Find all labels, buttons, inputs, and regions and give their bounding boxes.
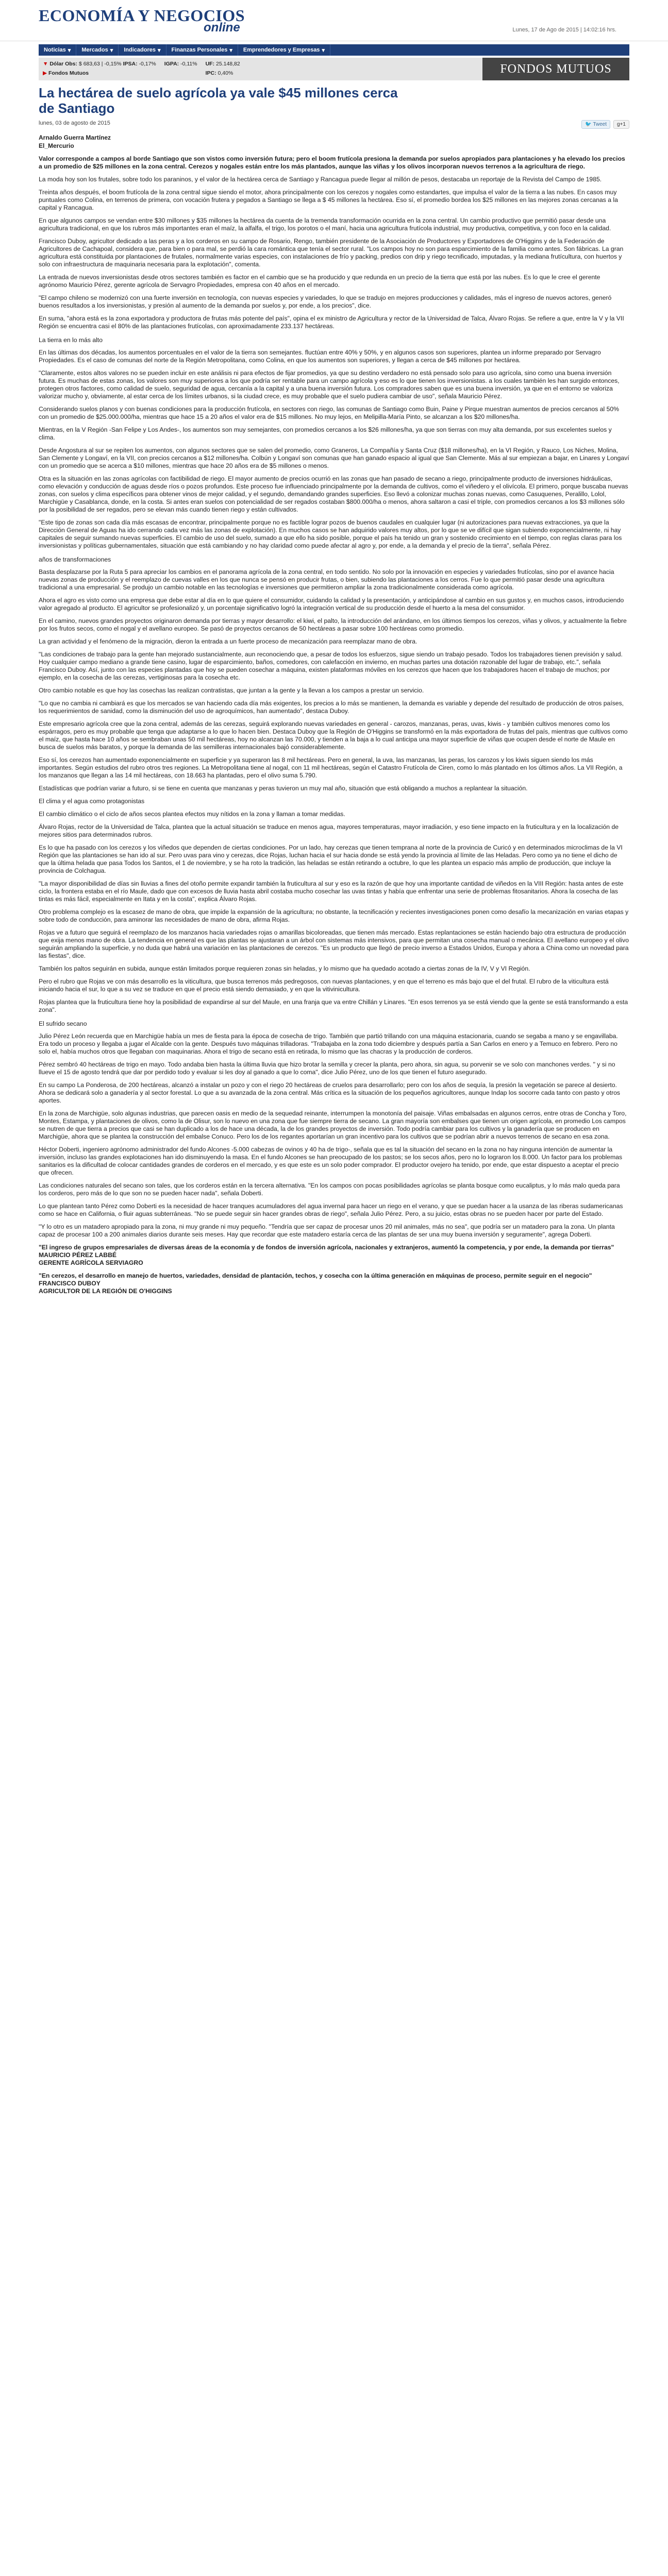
quote-author: MAURICIO PÉREZ LABBÉ [39, 1251, 116, 1259]
author-name: Arnaldo Guerra Martínez [39, 134, 111, 141]
quote-author: FRANCISCO DUBOY [39, 1280, 101, 1287]
twitter-icon: 🐦 [585, 122, 592, 127]
article-date: lunes, 03 de agosto de 2015 [39, 120, 110, 126]
paragraph: La gran actividad y el fenómeno de la migración, dieron la entrada a un fuerte proceso de mecanización para reemplazar mano de obra. [39, 638, 417, 645]
section-subtitle: La tierra en lo más alto [39, 336, 103, 344]
paragraph: Rojas plantea que la fruticultura tiene hoy la posibilidad de expandirse al sur del Maule, en una franja que va entre Chillán y Linares. "En esos terrenos ya se está viendo que la gente se está transformando a esta zona". [39, 998, 628, 1013]
chevron-down-icon: ▾ [157, 47, 161, 54]
site-header [0, 0, 668, 41]
paragraph: "El campo chileno se modernizó con una fuerte inversión en tecnología, con nuevas especies y variedades, lo que se tradujo en mejores producciones y calidades, más el ingreso de nuevos actores, generó buenos resultados a los inversionistas, y presión al aumento de la demanda por suelos y, por ende, a los precios", dice. [39, 294, 612, 309]
paragraph: "Y lo otro es un matadero apropiado para la zona, ni muy grande ni muy pequeño. "Tendría que ser capaz de procesar unos 20 mil animales, más no sea", que podría ser un matadero para la zona. Un planta capaz de procesar 100 a 200 animales diarios durante seis meses. Hay que recordar que este matadero estaría cerca de las plantas de ser una muy buena inversión y seguramente", agrega Doberti. [39, 1223, 615, 1238]
article-title: La hectárea de suelo agrícola ya vale $45 millones cerca de Santiago [39, 85, 398, 116]
paragraph: Este empresario agrícola cree que la zona central, además de las cerezas, seguirá explorando nuevas variedades en general - carozos, manzanas, peras, uvas, kiwis - y también cultivos menores como los espárragos, pero es muy probable que tenga que adaptarse a lo que lo hacen bien. Destaca Duboy que la Región de O'Higgins se transformó en la más exportadora de frutas del país, mientras que cultivos como el maíz, que hasta hace 10 años se sembraban unas 50 mil hectáreas, hoy no alcanzan las 70.000, y tienden a la baja a lo cual anticipa una mayor superficie de viñas que ocupen desde el norte de Maule en busca de suelos más baratos, y porque la demanda de las semilleras internacionales bajó considerablemente. [39, 720, 628, 751]
paragraph: "Este tipo de zonas son cada día más escasas de encontrar, principalmente porque no es factible lograr pozos de buenos caudales en cualquier lugar (ni autorizaciones para nuevas extracciones, ya que la Dirección General de Aguas ha ido cerrando cada vez más las zonas de explotación). En muchos casos se han adquirido valores muy altos, por lo que se ve difícil que sigan subiendo exponencialmente, ni hay capitales de seguir sumando nuevas superficies. El cambio de uso del suelo, sumado a que ello ha sido posible, porque el país ha tenido un gran y sostenido crecimiento en el tiempo, con reglas claras para los inversionistas y políticas gubernamentales, situación que está cambiando y no hay claridad como puede afectar al agro y, por ende, a la demanda y el precio de la tierra", señala Pérez. [39, 519, 622, 549]
paragraph: En las últimas dos décadas, los aumentos porcentuales en el valor de la tierra son semejantes. fluctúan entre 40% y 50%, y en algunos casos son superiores, plantea un informe preparado por Servagro Propiedades. Es el caso de comunas del norte de la Región Metropolitana, como Colina, en que los aumentos son superiores, y llegan a cerca de $45 millones por hectárea. [39, 349, 601, 364]
fondos-mutuos-banner[interactable]: FONDOS MUTUOS [482, 58, 629, 80]
chevron-down-icon: ▾ [322, 47, 325, 54]
paragraph: Estadísticas que podrían variar a futuro, si se tiene en cuenta que manzanas y peras tuvieron un muy mal año, situación que está obligando a muchos a replantear la situación. [39, 785, 528, 792]
quote-role: AGRICULTOR DE LA REGIÓN DE O'HIGGINS [39, 1287, 172, 1295]
paragraph: En el camino, nuevos grandes proyectos originaron demanda por tierras y mayor desarrollo: el kiwi, el palto, la introducción del arándano, en los últimos tiempos los cerezos, viñas y olivos, y actualmente la fiebre por los frutos secos, como el nogal y el avellano europeo. Se pasó de proyectos cercanos de 50 hectáreas a pasar sobre 100 hectáreas como promedio. [39, 617, 627, 632]
paragraph: La entrada de nuevos inversionistas desde otros sectores también es factor en el cambio que se ha producido y que redunda en un precio de la tierra que está por las nubes. Es lo que le cree el gerente agrónomo Mauricio Pérez, gerente agrícola de Servagro Propiedades, empresa con 40 años en el mercado. [39, 274, 600, 289]
paragraph: Lo que plantean tanto Pérez como Doberti es la necesidad de hacer tranques acumuladores del agua invernal para hacer un riego en el verano, y que se puedan hacer a la usanza de las riberas sudamericanas como se hace en California, o fluir aguas subterráneas. "No se puede seguir sin hacer grandes obras de riego", señala Julio Pérez. Pero, a su juicio, estas obras no se pueden hacer por parte del Estado. [39, 1202, 623, 1217]
paragraph: Julio Pérez León recuerda que en Marchigüe había un mes de fiesta para la época de cosecha de trigo. También que partió trillando con una máquina estacionaria, cuando se segaba a mano y se engavillaba. Era todo un proceso y llegaba a jugar el Alcalde con la gente. Después tuvo máquinas trilladoras. "Trabajaba en la zona todo diciembre y después partía a San Carlos en enero y a Temuco en febrero. Pero no solo el, había muchos otros que llegaban con maquinarias. Ahora el trigo de secano está en retirada, lo mismo que las chacras y la producción de corderos. [39, 1032, 618, 1055]
nav-item-mercados[interactable]: Mercados ▾ [76, 44, 119, 56]
chevron-down-icon: ▾ [68, 47, 71, 54]
site-logo[interactable]: ECONOMÍA Y NEGOCIOS [39, 6, 245, 25]
gplus-button[interactable]: g+1 [613, 120, 629, 129]
paragraph: En su campo La Ponderosa, de 200 hectáreas, alcanzó a instalar un pozo y con el riego 20 hectáreas de cruelos para desarrollarlo; pero con los años de sequía, la presión la vegetación se parece al desierto. Ahora se dedicará solo a ganadería y al sector forestal. Lo que a su avanzada de la zona central. Más crítica es la situación de los pequeños agricultores, aunque Indap los socorre cada tanto con pasto y otros aportes. [39, 1081, 621, 1104]
author-source: El_Mercurio [39, 142, 74, 149]
paragraph: Mientras, en la V Región -San Felipe y Los Andes-, los aumentos son muy semejantes, con promedios cercanos a los $26 millones/ha, ya que son tierras con muy alta demanda, por sus excelentes suelos y clima. [39, 426, 612, 441]
quote-role: GERENTE AGRÍCOLA SERVIAGRO [39, 1259, 143, 1266]
main-nav [39, 44, 629, 56]
paragraph: "Las condiciones de trabajo para la gente han mejorado sustancialmente, aun reconociendo que, a pesar de todos los esfuerzos, sigue siendo un trabajo pesado. Todos los trabajadores tienen previsión y salud. Hoy cualquier campo mediano a grande tiene casino, lugar de esparcimiento, baños, comedores, con calefacción en invierno, en muchas partes una dotación razonable del lugar de trabajo, etc.", señala Francisco Duboy. Así, junto con las especies plantadas que hoy se pueden cosechar a máquina, existen plataformas móviles en los cerezos que hacen que los trabajadores hacen el trabajo de muchos; por ejemplo, en la cosecha de las cerezas, vertiginosas para la cosecha etc. [39, 651, 623, 681]
chevron-down-icon: ▾ [229, 47, 232, 54]
paragraph: Eso sí, los cerezos han aumentado exponencialmente en superficie y ya superaron las 8 mil hectáreas. Pero en general, la uva, las manzanas, las peras, los carozos y los kiwis siguen siendo los más importantes. Según estudios del rubro otros tres regiones. La Metropolitana tiene al nogal, con 11 mil hectáreas, según el Catastro Frutícola de Ciren, como lo más plantado en los últimos años. La VII Región, a los manzanos que llegan a las 14 mil hectáreas, con 18.663 ha plantadas, pero el olivo suma 5.790. [39, 756, 623, 779]
paragraph: Rojas ve a futuro que seguirá el reemplazo de los manzanos hacia variedades rojas o amarillas bicoloreadas, que tienen más mercado. Estas replantaciones se están haciendo bajo otra estructura de producción que exija menos mano de obra. La tendencia en general es que las plantas se ajustaran a un árbol con sistemas más intensivos, para que permitan una cosecha manual o mecánica. El avellano europeo y el olivo seguirán ampliando la superficie, y no duda que habrá una variación en las plantaciones de cerezos. "Es un producto que llegó de precio inverso a Estados Unidos, Europa y ahora a China como un novedad para las fiestas", dice. [39, 929, 629, 959]
site-logo-suffix: online [204, 21, 240, 35]
paragraph: Las condiciones naturales del secano son tales, que los corderos están en la tercera alternativa. "En los campos con pocas posibilidades agrícolas se planta bosque como eucaliptus, y lo más malo queda para los corderos, pero más de lo que son no se pueden hacer nada", señala Doberti. [39, 1182, 620, 1197]
paragraph: "La mayor disponibilidad de días sin lluvias a fines del otoño permite expandir también la fruticultura al sur y eso es la razón de que hoy una importante cantidad de viñedos en la VIII Región: hasta antes de este ciclo, la frontera estaba en el río Maule, dado que con excesos de lluvia hasta abril costaba mucho cosechar las uvas tintas y había que enfrentar una serie de problemas fitosanitarios. Ahora la cosecha de las tintas es más fácil, especialmente en Itata y en la costa", explica Álvaro Rojas. [39, 880, 624, 903]
paragraph: Considerando suelos planos y con buenas condiciones para la producción frutícola, en sectores con riego, las comunas de Santiago como Buin, Paine y Pirque muestran aumentos de precios cercanos al 50% con un promedio de $25.000.000/ha, mientras que hace 15 a 20 años el valor era de $15 millones. No muy lejos, en Melipilla-María Pinto, se alcanzan a los $20 millones/ha. [39, 405, 619, 420]
current-date: Lunes, 17 de Ago de 2015 | 14:02:16 hrs. [512, 27, 616, 33]
section-subtitle: El sufrido secano [39, 1020, 87, 1027]
nav-item-emprendedores[interactable]: Emprendedores y Empresas ▾ [238, 44, 330, 56]
paragraph: Francisco Duboy, agricultor dedicado a las peras y a los corderos en su campo de Rosario, Rengo, también presidente de la Asociación de Productores y Exportadores de O'Higgins y de la Federación de Agricultores de Cachapoal, considera que, para bien o para mal, se perdió la cara romántica que tenía el sector rural. "Los campos hoy no son para esparcimiento de la familia como antes. Son fábricas. La gran agricultura está constituida por plantaciones de frutales, normalmente varias especies, con instalaciones de frío y packing, predios con drip y riego tecnificado, imputadas, y la mediana frutícultura, con huertos y solo con infraestructura de maquinaria necesaria para la explotación", comenta. [39, 238, 624, 268]
author-block [39, 133, 629, 150]
paragraph: La moda hoy son los frutales, sobre todo los paraninos, y el valor de la hectárea cerca de Santiago y Rancagua puede llegar al millón de pesos, destacaba un reportaje de la Revista del Campo de 1985. [39, 176, 602, 183]
article-lead: Valor corresponde a campos al borde Santiago que son vistos como inversión futura; pero el boom frutícola presiona la demanda por suelos apropiados para plantaciones y ha elevado los precios a un promedio de $25 millones en la zona central. Cerezos y nogales están entre los más plantados, aunque las viñas y los olivos incorporan nuevos terrenos a la agricultura de riego. [39, 155, 625, 170]
paragraph: Otra es la situación en las zonas agrícolas con factibilidad de riego. El mayor aumento de precios ocurrió en las zonas que han pasado de secano a riego, principalmente producto de inversiones hidráulicas, como elevación y conducción de aguas desde ríos o pozos profundos. Este proceso fue influenciado principalmente por la demanda de cultivos, como el viñedero y el olivícola. El primero, porque buscaba nuevas zonas, con suelos y clima específicos para obtener vinos de mejor calidad, y el segundo, demandando grandes superficies. Eso llevó a colonizar muchas zonas nuevas, como Casuquenes, Peralillo, Lolol, Marchigüe y Casablanca, donde, en la costa. Si antes eran suelos con potencialidad de ser regados costaban $800.000/ha o menos, ahora saltaron a casi el triple, con promedios cercanos a los $3 millones sólo por la posibilidad de ser regados, pero se elevan más cuando tienen riego y están cultivados. [39, 475, 628, 513]
nav-item-noticias[interactable]: Noticias ▾ [39, 44, 76, 56]
paragraph: El cambio climático o el ciclo de años secos planteа efectos muy nítidos en la zona y llaman a tomar medidas. [39, 810, 345, 818]
pull-quote: "En cerezos, el desarrollo en manejo de huertos, variedades, densidad de plantación, techos, y cosecha con la última generación en máquinas de proceso, permite seguir en el negocio" [39, 1272, 592, 1279]
paragraph: En la zona de Marchigüe, solo algunas industrias, que parecen oasis en medio de la sequedad reinante, interrumpen la monotonía del paisaje. Viñas embalsadas en algunos cerros, entre otras de Concha y Toro, Montes, Estampa, y plantaciones de olivos, como la de Olisur, son lo nuevo en una zona que fue siempre tierra de secano. La gran mayoría son embalses que tienen un origen agrícola, en promedio Los campos se nutren de que tierra a precios que casi se han duplicado a los de hace una década, la de los grandes proyectos de inversión. Todo podría cambiar para los cultivos y la ganadería que se producen en Marchigüe, ahora que se plantea la construcción del embalse Conuco. Pero los de los regantes aportarían un gran incentivo para los cultivos que se podrían abrir a nuevos terrenos de secano en esa zona. [39, 1110, 627, 1140]
paragraph: Otro problema complejo es la escasez de mano de obra, que impide la expansión de la agricultura; no obstante, la tecnificación y recientes investigaciones ponen como desafío la mecanización en varias etapas y sobre todo de conducción, para aminorar las necesidades de mano de obra, afirma Rojas. [39, 908, 629, 923]
nav-item-indicadores[interactable]: Indicadores ▾ [119, 44, 166, 56]
paragraph: Otro cambio notable es que hoy las cosechas las realizan contratistas, que juntan a la gente y la llevan a los campos a prestar un servicio. [39, 687, 424, 694]
chevron-down-icon: ▾ [110, 47, 113, 54]
paragraph: Desde Angostura al sur se repiten los aumentos, con algunos sectores que se salen del promedio, como Graneros, La Compañía y Santa Cruz ($18 millones/ha), en la VI Región, y Rauco, Los Niches, Molina, San Clemente y Longaví, en la VII, con precios cercanos a $12 millones/ha. Colbún y Longaví son comunas que han ganado espacio al igual que San Clemente. Más al sur empiezan a bajar, en Linares y Longaví con un promedio que se acerca a $10 millones, mientras que hace 20 años era de $5 millones o menos. [39, 447, 629, 469]
tweet-button[interactable]: 🐦 Tweet [581, 120, 610, 129]
paragraph: En que algunos campos se vendan entre $30 millones y $35 millones la hectárea da cuenta de la tremenda transformación ocurrida en la zona central. Un cambio productivo que permitió pasar desde una agricultura tradicional, en que los rubros más importantes eran el maíz, la alfalfa, el trigo, los porotos o el maní, hacia una agricultura frutícola industrial, muy productiva, competitiva, y con foco en la calidad. [39, 217, 611, 232]
paragraph: En suma, "ahora está es la zona exportadora y productora de frutas más potente del país", opina el ex ministro de Agricultura y rector de la Universidad de Talca, Álvaro Rojas. Se refiere a que, entre la V y la VII Región se encuentra casi el 80% de las plantaciones frutícolas, con aproximadamente 233.137 hectáreas. [39, 315, 624, 330]
pull-quote: "El ingreso de grupos empresariales de diversas áreas de la economía y de fondos de inversión agrícola, nacionales y extranjeros, aumentó la competencia, y por ende, la demanda por tierras" [39, 1244, 614, 1251]
paragraph: Héctor Doberti, ingeniero agrónomo administrador del fundo Alcones -5.000 cabezas de ovinos y 40 ha de trigo-, señala que es tal la situación del secano en la zona no hay ninguna intención de aumentar la inversión, incluso las grandes explotaciones han ido disminuyendo la masa. En el fundo Alcones se han preocupado de los pastos; se los secos años, pero no lo lograron los 8.000. Un factor para los problemas sanitarios es la dificultad de colocar cantidades grandes de corderos en el mercado, y es que este es un solo poder comprador. El productor ovejero ha tenido, por ende, que estar dispuesto a aceptar el precio que ofrecen. [39, 1146, 623, 1176]
paragraph: Ahora el agro es visto como una empresa que debe estar al día en lo que quiere el consumidor, cuidando la calidad y la presentación, y anticipándose al cambio en sus gustos y, en muchos casos, introduciendo valor agregado al producto. El agricultor se profesionalizó y, un porcentaje significativo logró la integración vertical de su producción desde el huerto a la mesa del consumidor. [39, 597, 624, 612]
paragraph: "Claramente, estos altos valores no se pueden incluir en este análisis ni para efectos de fijar promedios, ya que su destino verdadero no está pensado solo para uso agrícola, sino como una buena inversión futura. Es muchas de estas zonas, los valores son muy superiores a los que podría ser rentable para un campo agrícola y eso es lo que tienen los inversionistas. a los cuales también les han surgido entonces, protegen otros factores, como calidad de suelo, seguridad de agua, cercanía a la capital y a una buena inversión futura. Los compradores saben que es una buena inversión, ya que en el entorno se valoriza valorizar mucho y, obviamente, al estar cerca de los límites urbanos, si la ciudad crece, es muy probable que el suelo pudiera cambiar de uso", señala Mauricio Pérez. [39, 369, 620, 400]
section-subtitle: años de transformaciones [39, 556, 111, 563]
paragraph: Álvaro Rojas, rector de la Universidad de Talca, plantea que la actual situación se traduce en menos agua, mayores temperaturas, mayor irradiación, y eso tiene impacto en la fruticultura y en la localización de mejores sitios para determinados rubros. [39, 823, 619, 838]
paragraph: "Lo que no cambia ni cambiará es que los mercados se van haciendo cada día más exigentes, los precios a lo más se mantienen, la demanda es variable y depende del resultado de producción de otros países, los requerimientos de sanidad, como la disminución del uso de agroquímicos, han aumentado", destaca Duboy. [39, 700, 624, 715]
up-arrow-icon: ▼ [43, 61, 48, 67]
info-icon: ▶ [43, 70, 47, 76]
paragraph: Treinta años después, el boom frutícola de la zona central sigue siendo el motor, ahora principalmente con los cerezos y nogales como estandartes, que impulsa el valor de la tierra a las nubes. En casos muy puntuales como Colina, en terrenos de primera, con vocación frutera y pegados a Santiago se llega a $ 45 millones la hectárea. Eso sí, el promedio bordea los $25 millones en las mejores zonas cercanas a la capital y Rancagua. [39, 189, 618, 211]
paragraph: Pero el rubro que Rojas ve con más desarrollo es la viticultura, que busca terrenos más pedregosos, con nuevas plantaciones, y en que el terreno es más bajo que el del frutal. El rubro de la viticultura está iniciando hacia el sur, lo que a su vez se traduce en que el precio está siendo demasiado, y en que la vitivinicultura. [39, 978, 609, 993]
paragraph: Pérez sembró 40 hectáreas de trigo en mayo. Todo andaba bien hasta la última lluvia que hizo brotar la semilla y crecer la planta, pero ahora, sin agua, su porvenir se ve solo con manchones verdes. " y si no llueve el 15 de agosto tendrá que dar por perdido todo y evaluar si les doy al ganado a que lo coma", dice Julio Pérez, uno de los que tienen el futuro asegurado. [39, 1061, 615, 1076]
paragraph: También los paltos seguirán en subida, aunque están limitados porque requieren zonas sin heladas, y lo mismo que ha quedado acotado a ciertas zonas de la IV, V y VI Región. [39, 965, 530, 972]
nav-item-finanzas[interactable]: Finanzas Personales ▾ [166, 44, 238, 56]
market-ticker: ▼ Dólar Obs: $ 683,63 | -0,15% IPSA: -0,17% ▶ Fondos Mutuos IGPA: -0,11% UF: 25.148,82 IPC: 0,40% FONDOS MUTUOS [39, 58, 629, 80]
paragraph: Es lo que ha pasado con los cerezos y los viñedos que dependen de ciertas condiciones. Por un lado, hay cerezas que tienen temprana al norte de la provincia de Curicó y en determinados microclimas de la VI Región que las plantaciones se han ido al sur. Pero uvas para vino y cerezas, dice Rojas, luchan hacia el sur hacia donde se está yendo la provincia al límite de las Heladas. Pero como ya no tiene el dicho de que la última helada que pasa Todos los Santos, el 1 de noviembre, y se ha roto la tradición, las heladas se están retirando a octubre, lo que les plantea un espacio más amplio de producción, que incluye la provincia de Colchagua. [39, 844, 623, 874]
article [39, 85, 629, 1295]
paragraph: El clima y el agua como protagonistas [39, 798, 145, 805]
paragraph: Basta desplazarse por la Ruta 5 para apreciar los cambios en el panorama agrícola de la zona central, en todo sentido. No solo por la innovación en especies y variedades frutícolas, sino por el avance hacia nuevas zonas de producción y el reemplazo de cuevas valles en los que nunca se pensó en producir frutas, o bien, subiendo las plantaciones a los cerros. Fue lo que permitió pasar desde una agricultura tradicional a una empresarial. Se produjo un cambio notable en las tecnologías e inversiones que permitieron ampliar la zona tradicionalmente considerada como agrícola. [39, 568, 614, 591]
social-buttons [581, 120, 629, 129]
